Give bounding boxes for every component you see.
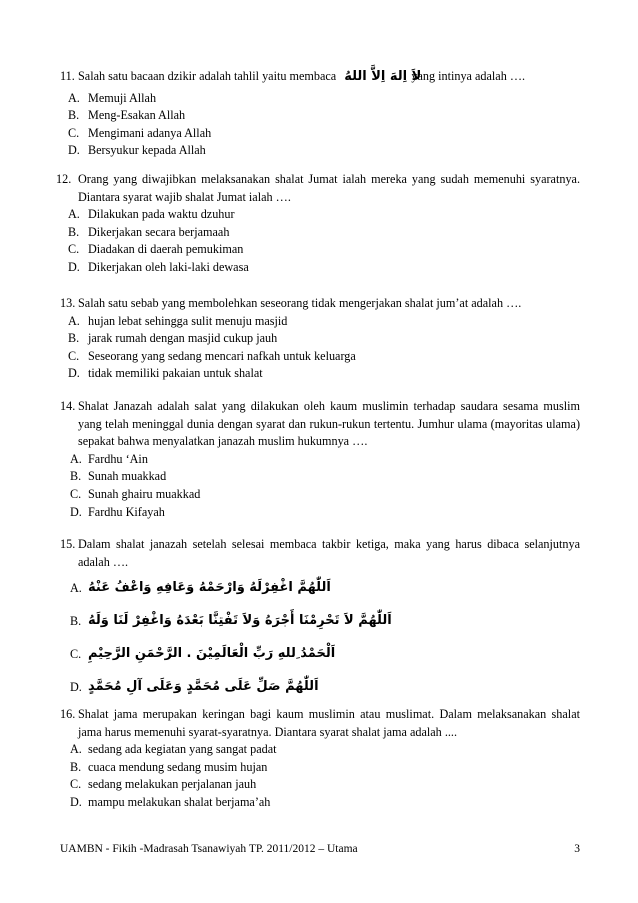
question-text — [60, 398, 580, 451]
option-a — [56, 206, 580, 224]
option-c — [60, 776, 580, 794]
option-d — [60, 365, 580, 383]
question-text — [56, 171, 580, 206]
page-footer — [60, 843, 580, 855]
option-text: Diadakan di daerah pemukiman — [88, 242, 244, 257]
arabic-option-text: اَللّٰهُمَّ لاَ تَحْرِمْنَا أَجْرَهُ وَلاَ تَفْتِنَّا بَعْدَهُ وَاغْفِرْ لَنَا وَلَهُ — [88, 613, 392, 629]
option-b — [60, 107, 580, 125]
option-c — [60, 348, 580, 366]
arabic-option-text: اَللّٰهُمَّ اغْفِرْلَهُ وَارْحَمْهُ وَعَافِهِ وَاعْفُ عَنْهُ — [88, 580, 331, 596]
option-label: B. — [68, 108, 80, 123]
question-body: Orang yang diwajibkan melaksanakan shalat Jumat ialah mereka yang sudah memenuhi syaratnya. Diantara syarat wajib shalat Jumat ialah …. — [78, 172, 580, 204]
option-label: B. — [70, 759, 82, 774]
option-c — [60, 641, 580, 674]
footer-exam-info: UAMBN - Fikih -Madrasah Tsanawiyah TP. 2011/2012 – Utama — [60, 843, 358, 855]
option-c — [60, 125, 580, 143]
question-body: Shalat Janazah adalah salat yang dilakukan oleh kaum muslimin terhadap saudara sesama muslim yang telah meninggal dunia dengan syarat dan rukun-rukun tertentu. Jumhur ulama (mayoritas ulama) sepakat bahwa menyalatkan janazah muslim hukumnya …. — [78, 399, 580, 449]
question-text-after: yang intinya adalah …. — [411, 69, 526, 83]
question-text — [60, 68, 580, 86]
question-11 — [60, 68, 580, 160]
question-number: 12. — [56, 172, 72, 186]
question-text — [60, 536, 580, 571]
option-text: Sunah muakkad — [88, 469, 167, 484]
option-text: jarak rumah dengan masjid cukup jauh — [88, 331, 278, 346]
option-label: A. — [70, 742, 82, 757]
option-label: C. — [68, 242, 80, 257]
option-label: D. — [68, 143, 80, 158]
option-label: A. — [68, 90, 80, 105]
option-text: Memuji Allah — [88, 90, 157, 105]
arabic-option-text: اَلْحَمْدُ ِللهِ رَبِّ الْعَالَمِيْنَ . الرَّحْمَنِ الرَّحِيْمِ — [88, 646, 336, 662]
option-a — [60, 313, 580, 331]
option-a — [60, 90, 580, 108]
option-label: C. — [68, 125, 80, 140]
option-label: D. — [70, 504, 82, 519]
option-text: hujan lebat sehingga sulit menuju masjid — [88, 313, 288, 328]
question-13 — [60, 295, 580, 383]
question-body: Dalam shalat janazah setelah selesai membaca takbir ketiga, maka yang harus dibaca selanjutnya adalah …. — [78, 537, 580, 569]
page-number: 3 — [574, 843, 580, 855]
question-body: Shalat jama merupakan keringan bagi kaum muslimin atau muslimat. Dalam melaksanakan shalat jama harus memenuhi syarat-syaratnya. Diantara syarat shalat jama adalah .... — [78, 707, 580, 739]
option-a — [60, 451, 580, 469]
question-number: 13. — [60, 296, 76, 310]
option-d — [60, 674, 580, 707]
option-label: B. — [70, 469, 82, 484]
option-a — [60, 575, 580, 608]
arabic-option-text: اَللّٰهُمَّ صَلِّ عَلَى مُحَمَّدٍ وَعَلَى آلِ مُحَمَّدٍ — [88, 679, 319, 695]
option-b — [60, 759, 580, 777]
option-label: C. — [70, 777, 82, 792]
option-label: D. — [70, 680, 82, 695]
option-text: Mengimani adanya Allah — [88, 125, 212, 140]
option-text: mampu melakukan shalat berjama’ah — [88, 794, 271, 809]
option-label: C. — [70, 486, 82, 501]
question-text — [60, 706, 580, 741]
option-text: cuaca mendung sedang musim hujan — [88, 759, 268, 774]
option-text: sedang ada kegiatan yang sangat padat — [88, 742, 277, 757]
question-text-before: Salah satu bacaan dzikir adalah tahlil yaitu membaca — [78, 69, 337, 83]
option-text: Dilakukan pada waktu dzuhur — [88, 207, 235, 222]
option-label: B. — [70, 614, 82, 629]
question-number: 16. — [60, 707, 76, 721]
option-b — [60, 468, 580, 486]
question-12 — [56, 171, 580, 277]
question-16 — [60, 706, 580, 812]
question-number: 14. — [60, 399, 76, 413]
option-label: D. — [68, 366, 80, 381]
option-label: D. — [70, 794, 82, 809]
option-text: Bersyukur kepada Allah — [88, 143, 206, 158]
option-a — [60, 741, 580, 759]
option-label: C. — [70, 647, 82, 662]
option-text: Seseorang yang sedang mencari nafkah untuk keluarga — [88, 348, 356, 363]
option-label: B. — [68, 331, 80, 346]
question-text — [60, 295, 580, 313]
option-text: Dikerjakan secara berjamaah — [88, 224, 230, 239]
option-c — [60, 486, 580, 504]
question-body: Salah satu sebab yang membolehkan seseorang tidak mengerjakan shalat jum’at adalah …. — [78, 296, 522, 310]
option-b — [60, 330, 580, 348]
option-label: A. — [70, 581, 82, 596]
option-d — [60, 794, 580, 812]
option-b — [56, 224, 580, 242]
option-label: A. — [70, 451, 82, 466]
option-text: sedang melakukan perjalanan jauh — [88, 777, 257, 792]
option-label: D. — [68, 259, 80, 274]
question-number: 11. — [60, 69, 75, 83]
option-d — [60, 504, 580, 522]
option-c — [56, 241, 580, 259]
option-label: A. — [68, 207, 80, 222]
question-14 — [60, 398, 580, 521]
option-text: Fardhu ‘Ain — [88, 451, 148, 466]
question-number: 15. — [60, 537, 76, 551]
option-text: Sunah ghairu muakkad — [88, 486, 201, 501]
option-text: tidak memiliki pakaian untuk shalat — [88, 366, 263, 381]
question-15 — [60, 536, 580, 707]
option-d — [56, 259, 580, 277]
option-label: A. — [68, 313, 80, 328]
option-text: Meng-Esakan Allah — [88, 108, 186, 123]
option-label: B. — [68, 224, 80, 239]
option-text: Fardhu Kifayah — [88, 504, 165, 519]
option-b — [60, 608, 580, 641]
option-text: Dikerjakan oleh laki-laki dewasa — [88, 259, 249, 274]
option-label: C. — [68, 348, 80, 363]
option-d — [60, 142, 580, 160]
arabic-phrase: لاَ اِلهَ اِلاَّ اللهُ — [344, 69, 422, 84]
